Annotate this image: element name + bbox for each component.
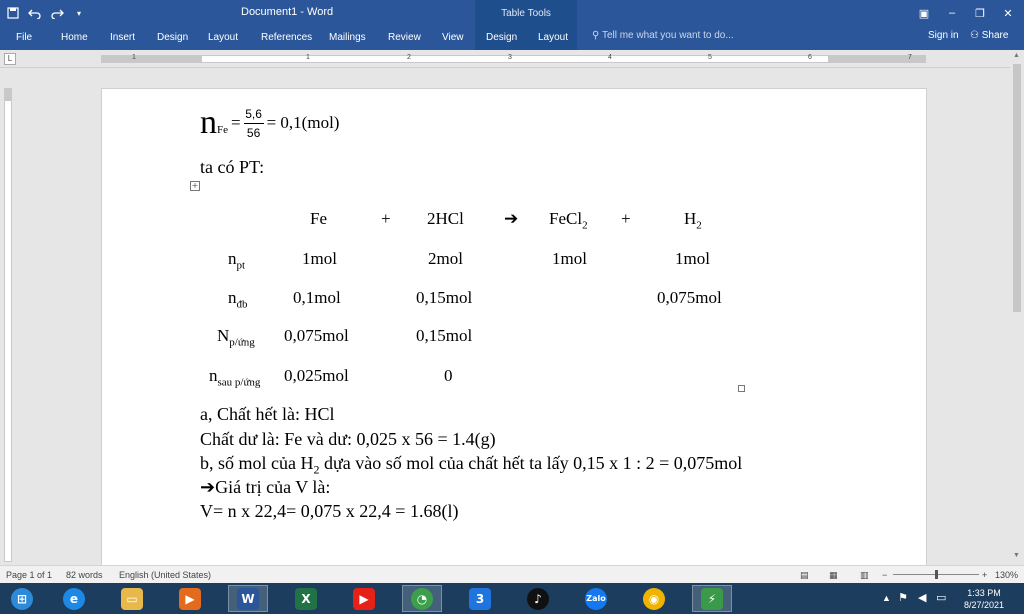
clock-time: 1:33 PM xyxy=(967,588,1001,598)
page-count[interactable]: Page 1 of 1 xyxy=(6,570,53,580)
left-margin xyxy=(102,56,202,62)
product-h2: $H_2$ xyxy=(684,209,702,232)
answer-b: b, số mol của $H_2$ dựa vào số mol của chất hết ta lấy 0,15 x 1 : 2 = 0,075mol xyxy=(200,453,743,477)
table-cell: 2mol xyxy=(428,249,463,268)
horizontal-ruler[interactable] xyxy=(101,55,926,63)
table-cell: 0,025mol xyxy=(284,366,349,385)
table-cell: 0 xyxy=(444,366,453,385)
volume-icon[interactable]: ◀ xyxy=(918,592,927,604)
reactant-fe: Fe xyxy=(310,209,327,228)
ruler-number: 6 xyxy=(808,54,812,61)
moles-result: = 0,1(mol) xyxy=(266,113,340,132)
zalo3-icon[interactable]: 3 xyxy=(460,585,500,612)
redo-icon[interactable] xyxy=(48,4,66,22)
scroll-up-icon[interactable]: ▲ xyxy=(1013,52,1020,59)
row-label: $n_{pt}$ xyxy=(228,249,246,272)
tab-references[interactable]: References xyxy=(261,32,313,43)
n-symbol: n xyxy=(200,104,217,141)
ruler-number: 1 xyxy=(306,54,310,61)
youtube-icon[interactable]: ▶ xyxy=(344,585,384,612)
arrow-icon: ➔ xyxy=(200,477,216,497)
ruler-number: 2 xyxy=(407,54,411,61)
tell-me-box[interactable] xyxy=(592,30,734,41)
table-cell: 1mol xyxy=(302,249,337,268)
value-heading: ➔Giá trị của V là: xyxy=(200,477,331,497)
vertical-scrollbar[interactable] xyxy=(1010,50,1024,565)
table-cell: 1mol xyxy=(552,249,587,268)
word-icon[interactable]: W xyxy=(228,585,268,612)
table-cell: 0,1mol xyxy=(293,288,341,307)
plus-sign: + xyxy=(621,209,631,228)
web-layout-icon[interactable]: ▥ xyxy=(860,570,869,580)
restore-icon[interactable]: ❐ xyxy=(975,7,985,20)
tab-table-design[interactable]: Design xyxy=(486,32,518,43)
window-title: Document1 - Word xyxy=(241,6,334,18)
moles-fe-formula xyxy=(200,105,339,141)
window-controls xyxy=(912,0,1024,26)
network-icon[interactable]: ▭ xyxy=(936,592,947,604)
print-layout-icon[interactable]: ▦ xyxy=(829,570,838,580)
fraction-bar xyxy=(244,123,264,124)
zoom-in-icon[interactable]: + xyxy=(982,570,988,580)
document-page[interactable] xyxy=(101,88,927,568)
table-cell: 0,15mol xyxy=(416,326,473,345)
tab-file[interactable]: File xyxy=(16,32,33,43)
tell-me-text: Tell me what you want to do... xyxy=(601,30,734,41)
tab-mailings[interactable]: Mailings xyxy=(329,32,366,43)
context-group-label: Table Tools xyxy=(475,0,577,26)
ribbon-tabs xyxy=(0,26,1024,50)
table-cell: 0,075mol xyxy=(284,326,349,345)
scroll-thumb[interactable] xyxy=(1013,64,1021,312)
tab-insert[interactable]: Insert xyxy=(110,32,136,43)
vertical-ruler[interactable] xyxy=(4,88,12,562)
ruler-number: 1 xyxy=(132,54,136,61)
zoom-out-icon[interactable]: − xyxy=(882,570,888,580)
row-label: $N_{p/ứng}$ xyxy=(217,326,255,349)
scroll-down-icon[interactable]: ▼ xyxy=(1013,552,1020,559)
tab-table-layout[interactable]: Layout xyxy=(538,32,569,43)
n-subscript: Fe xyxy=(217,124,228,136)
volume-line: V= n x 22,4= 0,075 x 22,4 = 1.68(l) xyxy=(200,501,459,521)
excel-icon[interactable]: X xyxy=(286,585,326,612)
fraction-denominator: 56 xyxy=(246,125,261,140)
top-margin xyxy=(5,89,11,101)
title-bar xyxy=(0,0,1024,26)
close-icon[interactable]: ✕ xyxy=(1003,7,1013,20)
answer-a: a, Chất hết là: HCl xyxy=(200,404,335,424)
tab-design[interactable]: Design xyxy=(157,32,189,43)
ruler-number: 5 xyxy=(708,54,712,61)
tab-layout[interactable]: Layout xyxy=(208,32,239,43)
taskbar xyxy=(0,583,1024,614)
row-label: $n_{sau p/ứng}$ xyxy=(209,366,261,389)
read-mode-icon[interactable]: ▤ xyxy=(800,570,809,580)
start-icon[interactable]: ⊞ xyxy=(2,585,42,612)
zoom-slider-knob[interactable] xyxy=(935,570,938,579)
reactant-hcl: 2HCl xyxy=(427,209,464,228)
ruler-number: 3 xyxy=(508,54,512,61)
person-icon: ⚇ xyxy=(970,30,979,41)
table-cell: 1mol xyxy=(675,249,710,268)
table-move-handle-icon[interactable]: + xyxy=(191,181,199,190)
excess-line: Chất dư là: Fe và dư: 0,025 x 56 = 1.4(g) xyxy=(200,429,496,449)
zalo-icon[interactable]: Zalo xyxy=(576,585,616,612)
ie-icon[interactable]: e xyxy=(54,585,94,612)
flag-icon[interactable]: ⚑ xyxy=(898,592,908,604)
tab-view[interactable]: View xyxy=(442,32,464,43)
media-icon[interactable]: ▶ xyxy=(170,585,210,612)
word-count[interactable]: 82 words xyxy=(66,570,103,580)
coccoc-icon[interactable]: ◔ xyxy=(402,585,442,612)
system-clock[interactable] xyxy=(960,587,1008,611)
equals-sign: = xyxy=(231,113,241,132)
fraction xyxy=(244,107,264,140)
sign-in-link[interactable]: Sign in xyxy=(928,30,959,41)
customize-icon[interactable]: ▾ xyxy=(76,8,81,18)
tab-review[interactable]: Review xyxy=(388,32,421,43)
plus-sign: + xyxy=(381,209,391,228)
table-resize-handle[interactable] xyxy=(738,385,745,392)
table-cell: 0,075mol xyxy=(657,288,722,307)
tab-selector[interactable]: L xyxy=(4,53,16,65)
explorer-icon[interactable]: ▭ xyxy=(112,585,152,612)
table-cell: 0,15mol xyxy=(416,288,473,307)
save-icon[interactable] xyxy=(4,4,22,22)
product-fecl2: FeCl$_2$ xyxy=(549,209,588,232)
status-bar xyxy=(0,565,1024,583)
share-label: Share xyxy=(981,30,1009,41)
row-label: $n_{đb}$ xyxy=(228,288,248,311)
language-indicator[interactable]: English (United States) xyxy=(119,570,212,580)
tray-expand-icon[interactable]: ▲ xyxy=(882,593,891,603)
ruler-number: 4 xyxy=(608,54,612,61)
equation-intro: ta có PT: xyxy=(200,157,265,177)
tiktok-icon[interactable]: ♪ xyxy=(518,585,558,612)
reaction-arrow-icon: ➔ xyxy=(504,209,519,228)
undo-icon[interactable] xyxy=(26,4,44,22)
chrome-icon[interactable]: ◉ xyxy=(634,585,674,612)
zoom-level[interactable]: 130% xyxy=(995,570,1019,580)
share-button[interactable] xyxy=(970,30,1008,41)
lightbulb-icon: ⚲ xyxy=(592,30,600,41)
fraction-numerator: 5,6 xyxy=(245,106,262,121)
ruler-number: 7 xyxy=(908,54,912,61)
minimize-icon[interactable]: – xyxy=(948,7,956,19)
clock-date: 8/27/2021 xyxy=(963,600,1005,610)
ribbon-display-icon[interactable]: ▣ xyxy=(918,7,930,20)
tab-home[interactable]: Home xyxy=(61,32,88,43)
quick-access-toolbar xyxy=(4,3,88,23)
app-icon[interactable]: ⚡ xyxy=(692,585,732,612)
